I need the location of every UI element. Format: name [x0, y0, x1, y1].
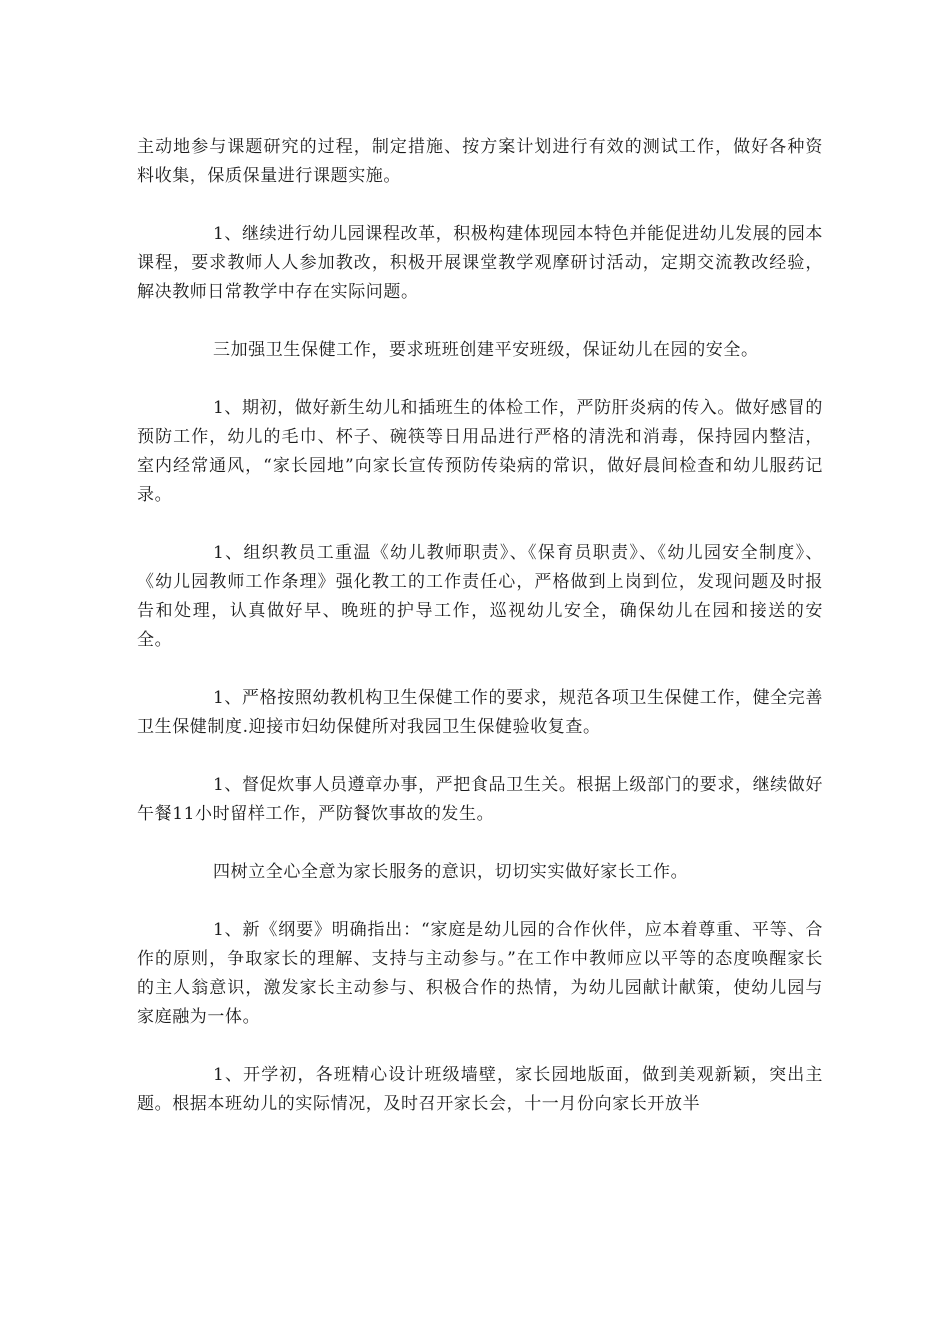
- paragraph-health-standards: 1、严格按照幼教机构卫生保健工作的要求，规范各项卫生保健工作，健全完善卫生保健制度.迎接市妇幼保健所对我园卫生保健验收复查。: [137, 688, 823, 737]
- paragraph-staff-duties: 1、组织教员工重温《幼儿教师职责》、《保育员职责》、《幼儿园安全制度》、《幼儿园教师工作条理》强化教工的工作责任心，严格做到上岗到位，发现问题及时报告和处理，认真做好早、晚班的护导工作，巡视幼儿安全，确保幼儿在园和接送的安全。: [137, 543, 823, 650]
- paragraph-class-walls: 1、开学初，各班精心设计班级墙壁，家长园地版面，做到美观新颖，突出主题。根据本班幼儿的实际情况，及时召开家长会，十一月份向家长开放半: [137, 1065, 823, 1114]
- section-heading-health-care: 三加强卫生保健工作，要求班班创建平安班级，保证幼儿在园的安全。: [213, 340, 759, 360]
- document-body: [137, 133, 823, 1148]
- section-heading-parent-service: 四树立全心全意为家长服务的意识，切切实实做好家长工作。: [213, 862, 689, 882]
- paragraph-food-safety: 1、督促炊事人员遵章办事，严把食品卫生关。根据上级部门的要求，继续做好午餐11小时留样工作，严防餐饮事故的发生。: [137, 775, 823, 824]
- paragraph-curriculum-reform: 1、继续进行幼儿园课程改革，积极构建体现园本特色并能促进幼儿发展的园本课程，要求教师人人参加教改，积极开展课堂教学观摩研讨活动，定期交流教改经验，解决教师日常教学中存在实际问题。: [137, 224, 823, 302]
- paragraph-research-process: 主动地参与课题研究的过程，制定措施、按方案计划进行有效的测试工作，做好各种资料收集，保质保量进行课题实施。: [137, 137, 823, 186]
- paragraph-guidelines: 1、新《纲要》明确指出：“家庭是幼儿园的合作伙伴，应本着尊重、平等、合作的原则，争取家长的理解、支持与主动参与。”在工作中教师应以平等的态度唤醒家长的主人翁意识，激发家长主动参与、积极合作的热情，为幼儿园献计献策，使幼儿园与家庭融为一体。: [137, 920, 823, 1027]
- paragraph-health-checks: 1、期初，做好新生幼儿和插班生的体检工作，严防肝炎病的传入。做好感冒的预防工作，幼儿的毛巾、杯子、碗筷等日用品进行严格的清洗和消毒，保持园内整洁，室内经常通风，“家长园地”向家长宣传预防传染病的常识，做好晨间检查和幼儿服药记录。: [137, 398, 823, 505]
